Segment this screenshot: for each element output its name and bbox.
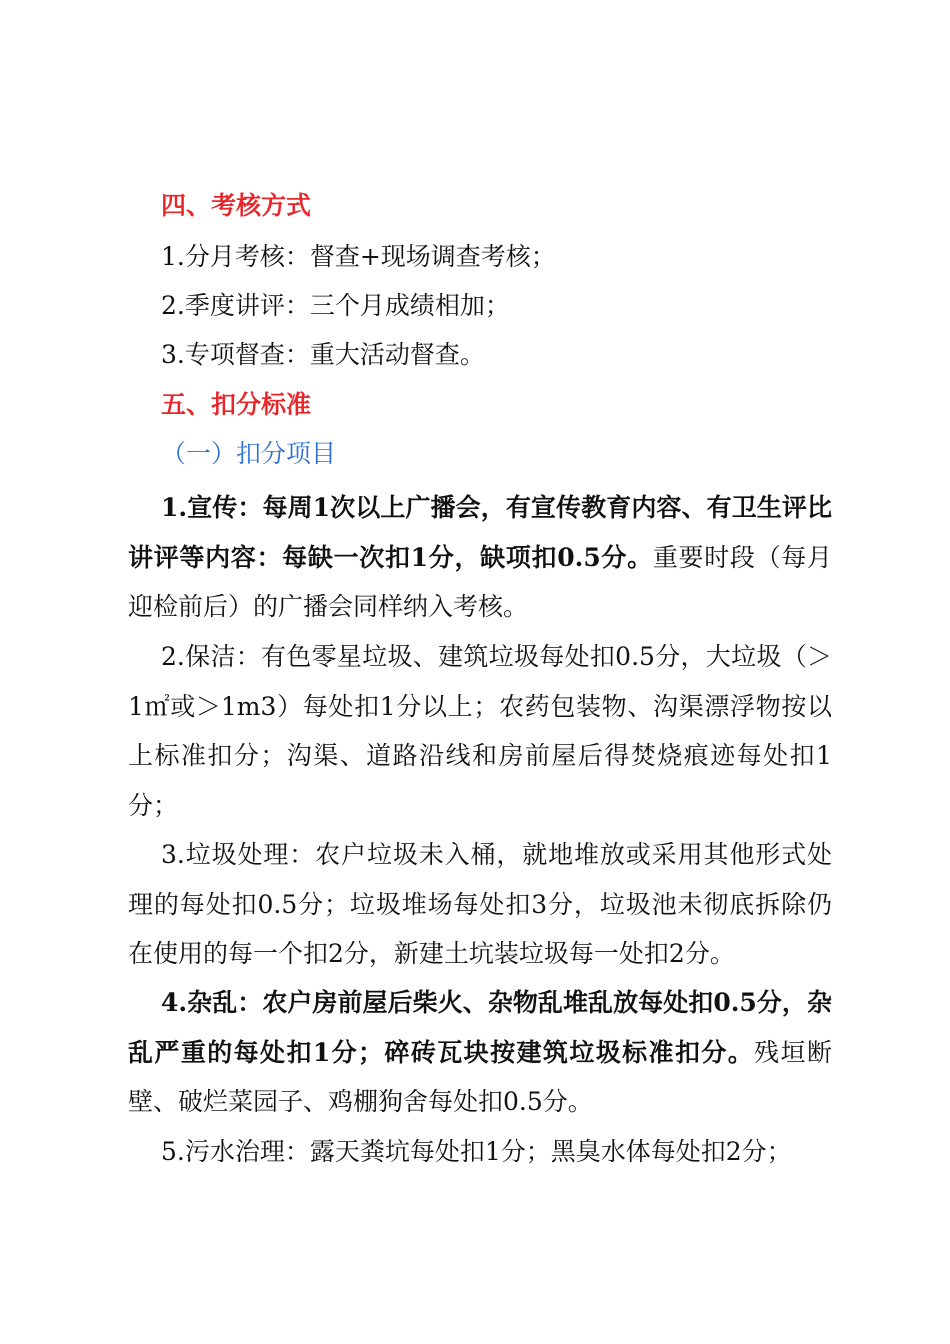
paragraph-3: 3.垃圾处理：农户垃圾未入桶，就地堆放或采用其他形式处理的每处扣0.5分；垃圾堆场每处扣3分，垃圾池未彻底拆除仍在使用的每一个扣2分，新建土坑装垃圾每一处扣2分。	[128, 840, 832, 968]
paragraph-1-bold: 1.宣传：每周1次以上广播会，有宣传教育内容、有卫生评比讲评等内容：每缺一次扣1分，缺项扣0.5分。	[128, 493, 832, 572]
paragraph-4-bold: 4.杂乱：农户房前屋后柴火、杂物乱堆乱放每处扣0.5分，杂乱严重的每处扣1分；碎砖瓦块按建筑垃圾标准扣分。	[128, 988, 832, 1067]
sec4-item-2: 2.季度讲评：三个月成绩相加；	[161, 291, 510, 320]
sec4-item-1: 1.分月考核：督查+现场调查考核；	[161, 242, 556, 271]
sec4-item-3: 3.专项督查：重大活动督查。	[161, 340, 485, 369]
paragraph-5: 5.污水治理：露天粪坑每处扣1分；黑臭水体每处扣2分；	[161, 1137, 792, 1166]
section-5-subtitle: （一）扣分项目	[161, 439, 337, 468]
paragraph-2: 2.保洁：有色零星垃圾、建筑垃圾每处扣0.5分，大垃圾（＞1㎡或＞1m3）每处扣1分以上；农药包装物、沟渠漂浮物按以上标准扣分；沟渠、道路沿线和房前屋后得焚烧痕迹每处扣1分；	[128, 642, 832, 820]
paragraph-4-normal: 残垣断壁、破烂菜园子、鸡棚狗舍每处扣0.5分。	[128, 1037, 832, 1116]
section-5-title: 五、扣分标准	[161, 390, 312, 419]
paragraph-1-normal: 重要时段（每月迎检前后）的广播会同样纳入考核。	[128, 542, 832, 621]
paragraph-1	[128, 483, 832, 632]
section-4-title: 四、考核方式	[161, 191, 312, 220]
paragraph-4	[128, 978, 832, 1127]
